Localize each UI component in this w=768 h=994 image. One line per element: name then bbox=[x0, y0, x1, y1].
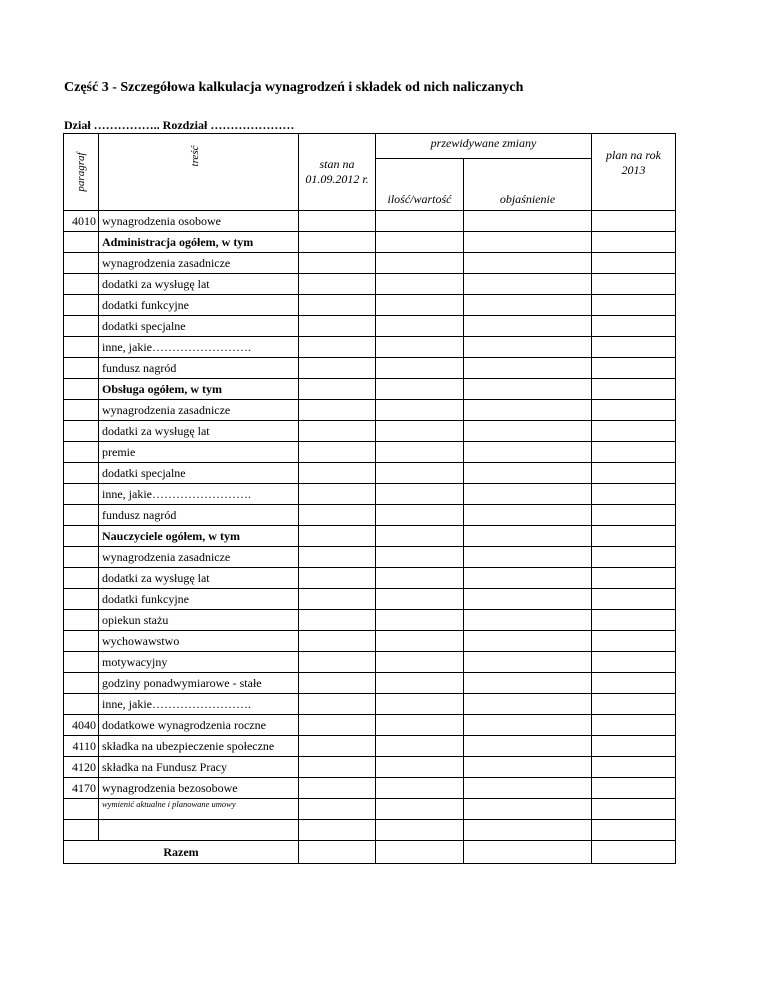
ilosc-cell[interactable] bbox=[376, 736, 464, 757]
ilosc-cell[interactable] bbox=[376, 757, 464, 778]
objasnienie-cell[interactable] bbox=[464, 652, 592, 673]
tresc-cell: składka na ubezpieczenie społeczne bbox=[99, 736, 299, 757]
tresc-cell: Obsługa ogółem, w tym bbox=[99, 379, 299, 400]
objasnienie-cell[interactable] bbox=[464, 505, 592, 526]
tresc-cell: dodatki funkcyjne bbox=[99, 589, 299, 610]
plan-cell[interactable] bbox=[592, 589, 676, 610]
ilosc-cell[interactable] bbox=[376, 631, 464, 652]
table-row bbox=[64, 820, 676, 841]
paragraf-cell bbox=[64, 820, 99, 841]
tresc-cell: dodatki funkcyjne bbox=[99, 295, 299, 316]
ilosc-cell[interactable] bbox=[376, 253, 464, 274]
objasnienie-cell[interactable] bbox=[464, 316, 592, 337]
stan-cell[interactable] bbox=[299, 610, 376, 631]
ilosc-cell[interactable] bbox=[376, 358, 464, 379]
ilosc-cell[interactable] bbox=[376, 400, 464, 421]
objasnienie-cell[interactable] bbox=[464, 274, 592, 295]
stan-cell[interactable] bbox=[299, 778, 376, 799]
tresc-cell: dodatkowe wynagrodzenia roczne bbox=[99, 715, 299, 736]
header-stan-line1: stan na bbox=[319, 157, 355, 171]
plan-cell[interactable] bbox=[592, 442, 676, 463]
tresc-cell: wymienić aktualne i planowane umowy bbox=[99, 799, 299, 820]
tresc-cell: fundusz nagród bbox=[99, 358, 299, 379]
table-row bbox=[64, 526, 676, 547]
stan-cell[interactable] bbox=[299, 589, 376, 610]
tresc-cell: inne, jakie……………………. bbox=[99, 484, 299, 505]
stan-cell[interactable] bbox=[299, 505, 376, 526]
header-plan bbox=[592, 134, 676, 211]
tresc-cell: dodatki za wysługę lat bbox=[99, 568, 299, 589]
plan-cell[interactable] bbox=[592, 421, 676, 442]
ilosc-cell[interactable] bbox=[376, 337, 464, 358]
table-row bbox=[64, 484, 676, 505]
ilosc-cell[interactable] bbox=[376, 694, 464, 715]
stan-cell[interactable] bbox=[299, 211, 376, 232]
tresc-cell: wynagrodzenia zasadnicze bbox=[99, 253, 299, 274]
paragraf-cell bbox=[64, 694, 99, 715]
tresc-cell: Administracja ogółem, w tym bbox=[99, 232, 299, 253]
ilosc-cell[interactable] bbox=[376, 610, 464, 631]
plan-cell[interactable] bbox=[592, 379, 676, 400]
table-row bbox=[64, 463, 676, 484]
tresc-cell: inne, jakie……………………. bbox=[99, 337, 299, 358]
plan-cell[interactable] bbox=[592, 736, 676, 757]
dzial-rozdzial-line: Dział …………….. Rozdział ………………… bbox=[64, 118, 295, 132]
razem-plan-cell[interactable] bbox=[592, 841, 676, 864]
stan-cell[interactable] bbox=[299, 736, 376, 757]
paragraf-cell bbox=[64, 505, 99, 526]
table-row bbox=[64, 547, 676, 568]
ilosc-cell[interactable] bbox=[376, 799, 464, 820]
paragraf-cell bbox=[64, 316, 99, 337]
stan-cell[interactable] bbox=[299, 799, 376, 820]
paragraf-cell: 4170 bbox=[64, 778, 99, 799]
table-row bbox=[64, 316, 676, 337]
objasnienie-cell[interactable] bbox=[464, 379, 592, 400]
objasnienie-cell[interactable] bbox=[464, 526, 592, 547]
plan-cell[interactable] bbox=[592, 274, 676, 295]
plan-cell[interactable] bbox=[592, 715, 676, 736]
paragraf-cell bbox=[64, 274, 99, 295]
plan-cell[interactable] bbox=[592, 358, 676, 379]
paragraf-cell bbox=[64, 547, 99, 568]
plan-cell[interactable] bbox=[592, 694, 676, 715]
paragraf-cell bbox=[64, 337, 99, 358]
objasnienie-cell[interactable] bbox=[464, 568, 592, 589]
tresc-cell: premie bbox=[99, 442, 299, 463]
plan-cell[interactable] bbox=[592, 568, 676, 589]
table-row bbox=[64, 778, 676, 799]
paragraf-cell bbox=[64, 400, 99, 421]
objasnienie-cell[interactable] bbox=[464, 295, 592, 316]
table-row bbox=[64, 337, 676, 358]
ilosc-cell[interactable] bbox=[376, 442, 464, 463]
table-row bbox=[64, 652, 676, 673]
objasnienie-cell[interactable] bbox=[464, 211, 592, 232]
header-ilosc: ilość/wartość bbox=[376, 159, 464, 211]
objasnienie-cell[interactable] bbox=[464, 799, 592, 820]
tresc-cell: dodatki specjalne bbox=[99, 463, 299, 484]
stan-cell[interactable] bbox=[299, 694, 376, 715]
plan-cell[interactable] bbox=[592, 820, 676, 841]
plan-cell[interactable] bbox=[592, 526, 676, 547]
stan-cell[interactable] bbox=[299, 421, 376, 442]
objasnienie-cell[interactable] bbox=[464, 820, 592, 841]
stan-cell[interactable] bbox=[299, 526, 376, 547]
stan-cell[interactable] bbox=[299, 316, 376, 337]
paragraf-cell bbox=[64, 610, 99, 631]
tresc-cell: składka na Fundusz Pracy bbox=[99, 757, 299, 778]
stan-cell[interactable] bbox=[299, 379, 376, 400]
table-row bbox=[64, 568, 676, 589]
plan-cell[interactable] bbox=[592, 631, 676, 652]
table-row bbox=[64, 358, 676, 379]
table-row bbox=[64, 673, 676, 694]
razem-stan-cell[interactable] bbox=[299, 841, 376, 864]
stan-cell[interactable] bbox=[299, 757, 376, 778]
page-title: Część 3 - Szczegółowa kalkulacja wynagrodzeń i składek od nich naliczanych bbox=[64, 80, 524, 95]
ilosc-cell[interactable] bbox=[376, 232, 464, 253]
objasnienie-cell[interactable] bbox=[464, 589, 592, 610]
plan-cell[interactable] bbox=[592, 673, 676, 694]
table-row bbox=[64, 631, 676, 652]
stan-cell[interactable] bbox=[299, 673, 376, 694]
stan-cell[interactable] bbox=[299, 631, 376, 652]
objasnienie-cell[interactable] bbox=[464, 337, 592, 358]
stan-cell[interactable] bbox=[299, 484, 376, 505]
paragraf-cell bbox=[64, 484, 99, 505]
table-row bbox=[64, 505, 676, 526]
objasnienie-cell[interactable] bbox=[464, 736, 592, 757]
plan-cell[interactable] bbox=[592, 547, 676, 568]
header-tresc: treść bbox=[99, 134, 299, 211]
objasnienie-cell[interactable] bbox=[464, 547, 592, 568]
header-stan bbox=[299, 134, 376, 211]
table-row bbox=[64, 757, 676, 778]
paragraf-cell bbox=[64, 253, 99, 274]
table-row bbox=[64, 274, 676, 295]
tresc-cell: godziny ponadwymiarowe - stałe bbox=[99, 673, 299, 694]
tresc-cell: fundusz nagród bbox=[99, 505, 299, 526]
stan-cell[interactable] bbox=[299, 547, 376, 568]
stan-cell[interactable] bbox=[299, 274, 376, 295]
plan-cell[interactable] bbox=[592, 757, 676, 778]
stan-cell[interactable] bbox=[299, 652, 376, 673]
plan-cell[interactable] bbox=[592, 652, 676, 673]
salary-calculation-table bbox=[63, 133, 676, 864]
objasnienie-cell[interactable] bbox=[464, 442, 592, 463]
plan-cell[interactable] bbox=[592, 610, 676, 631]
table-row bbox=[64, 400, 676, 421]
header-objasnienie: objaśnienie bbox=[464, 159, 592, 211]
razem-objasnienie-cell[interactable] bbox=[464, 841, 592, 864]
table-row bbox=[64, 379, 676, 400]
table-row bbox=[64, 253, 676, 274]
paragraf-cell bbox=[64, 673, 99, 694]
tresc-cell: inne, jakie……………………. bbox=[99, 694, 299, 715]
plan-cell[interactable] bbox=[592, 337, 676, 358]
plan-cell[interactable] bbox=[592, 400, 676, 421]
paragraf-cell bbox=[64, 463, 99, 484]
plan-cell[interactable] bbox=[592, 799, 676, 820]
plan-cell[interactable] bbox=[592, 295, 676, 316]
objasnienie-cell[interactable] bbox=[464, 400, 592, 421]
objasnienie-cell[interactable] bbox=[464, 610, 592, 631]
tresc-cell bbox=[99, 820, 299, 841]
paragraf-cell bbox=[64, 799, 99, 820]
header-plan-line1: plan na rok bbox=[606, 148, 661, 162]
stan-cell[interactable] bbox=[299, 442, 376, 463]
ilosc-cell[interactable] bbox=[376, 673, 464, 694]
paragraf-cell: 4010 bbox=[64, 211, 99, 232]
paragraf-cell: 4040 bbox=[64, 715, 99, 736]
stan-cell[interactable] bbox=[299, 820, 376, 841]
tresc-cell: Nauczyciele ogółem, w tym bbox=[99, 526, 299, 547]
ilosc-cell[interactable] bbox=[376, 484, 464, 505]
paragraf-cell bbox=[64, 232, 99, 253]
objasnienie-cell[interactable] bbox=[464, 778, 592, 799]
ilosc-cell[interactable] bbox=[376, 547, 464, 568]
objasnienie-cell[interactable] bbox=[464, 232, 592, 253]
plan-cell[interactable] bbox=[592, 232, 676, 253]
objasnienie-cell[interactable] bbox=[464, 358, 592, 379]
razem-ilosc-cell[interactable] bbox=[376, 841, 464, 864]
ilosc-cell[interactable] bbox=[376, 211, 464, 232]
plan-cell[interactable] bbox=[592, 316, 676, 337]
paragraf-cell: 4120 bbox=[64, 757, 99, 778]
stan-cell[interactable] bbox=[299, 463, 376, 484]
stan-cell[interactable] bbox=[299, 568, 376, 589]
paragraf-cell bbox=[64, 421, 99, 442]
objasnienie-cell[interactable] bbox=[464, 421, 592, 442]
ilosc-cell[interactable] bbox=[376, 652, 464, 673]
ilosc-cell[interactable] bbox=[376, 505, 464, 526]
header-stan-line2: 01.09.2012 r. bbox=[305, 172, 369, 186]
objasnienie-cell[interactable] bbox=[464, 631, 592, 652]
objasnienie-cell[interactable] bbox=[464, 673, 592, 694]
tresc-cell: opiekun stażu bbox=[99, 610, 299, 631]
paragraf-cell bbox=[64, 652, 99, 673]
plan-cell[interactable] bbox=[592, 505, 676, 526]
paragraf-cell bbox=[64, 568, 99, 589]
paragraf-cell bbox=[64, 631, 99, 652]
plan-cell[interactable] bbox=[592, 211, 676, 232]
ilosc-cell[interactable] bbox=[376, 463, 464, 484]
stan-cell[interactable] bbox=[299, 232, 376, 253]
plan-cell[interactable] bbox=[592, 778, 676, 799]
objasnienie-cell[interactable] bbox=[464, 715, 592, 736]
ilosc-cell[interactable] bbox=[376, 421, 464, 442]
objasnienie-cell[interactable] bbox=[464, 484, 592, 505]
table-row bbox=[64, 211, 676, 232]
ilosc-cell[interactable] bbox=[376, 316, 464, 337]
stan-cell[interactable] bbox=[299, 358, 376, 379]
paragraf-cell bbox=[64, 358, 99, 379]
tresc-cell: wynagrodzenia zasadnicze bbox=[99, 400, 299, 421]
table-row bbox=[64, 610, 676, 631]
table-row bbox=[64, 589, 676, 610]
table-row bbox=[64, 736, 676, 757]
table-row bbox=[64, 232, 676, 253]
tresc-cell: wynagrodzenia osobowe bbox=[99, 211, 299, 232]
ilosc-cell[interactable] bbox=[376, 295, 464, 316]
paragraf-cell bbox=[64, 589, 99, 610]
table-row bbox=[64, 715, 676, 736]
ilosc-cell[interactable] bbox=[376, 379, 464, 400]
plan-cell[interactable] bbox=[592, 253, 676, 274]
paragraf-cell bbox=[64, 295, 99, 316]
header-paragraf: paragraf bbox=[64, 134, 99, 211]
plan-cell[interactable] bbox=[592, 463, 676, 484]
ilosc-cell[interactable] bbox=[376, 715, 464, 736]
table-row bbox=[64, 694, 676, 715]
tresc-cell: wychowawstwo bbox=[99, 631, 299, 652]
tresc-cell: motywacyjny bbox=[99, 652, 299, 673]
paragraf-cell bbox=[64, 379, 99, 400]
objasnienie-cell[interactable] bbox=[464, 463, 592, 484]
objasnienie-cell[interactable] bbox=[464, 757, 592, 778]
tresc-cell: wynagrodzenia bezosobowe bbox=[99, 778, 299, 799]
table-row bbox=[64, 295, 676, 316]
tresc-cell: dodatki specjalne bbox=[99, 316, 299, 337]
stan-cell[interactable] bbox=[299, 253, 376, 274]
objasnienie-cell[interactable] bbox=[464, 253, 592, 274]
paragraf-cell bbox=[64, 442, 99, 463]
stan-cell[interactable] bbox=[299, 337, 376, 358]
plan-cell[interactable] bbox=[592, 484, 676, 505]
paragraf-cell: 4110 bbox=[64, 736, 99, 757]
table-row bbox=[64, 799, 676, 820]
table-row bbox=[64, 421, 676, 442]
razem-label: Razem bbox=[64, 841, 299, 864]
header-przewidywane: przewidywane zmiany bbox=[376, 134, 592, 159]
paragraf-cell bbox=[64, 526, 99, 547]
ilosc-cell[interactable] bbox=[376, 778, 464, 799]
ilosc-cell[interactable] bbox=[376, 568, 464, 589]
tresc-cell: dodatki za wysługę lat bbox=[99, 274, 299, 295]
stan-cell[interactable] bbox=[299, 715, 376, 736]
table-row bbox=[64, 442, 676, 463]
tresc-cell: wynagrodzenia zasadnicze bbox=[99, 547, 299, 568]
stan-cell[interactable] bbox=[299, 400, 376, 421]
ilosc-cell[interactable] bbox=[376, 589, 464, 610]
header-plan-line2: 2013 bbox=[621, 163, 646, 177]
tresc-cell: dodatki za wysługę lat bbox=[99, 421, 299, 442]
ilosc-cell[interactable] bbox=[376, 526, 464, 547]
ilosc-cell[interactable] bbox=[376, 274, 464, 295]
stan-cell[interactable] bbox=[299, 295, 376, 316]
ilosc-cell[interactable] bbox=[376, 820, 464, 841]
objasnienie-cell[interactable] bbox=[464, 694, 592, 715]
